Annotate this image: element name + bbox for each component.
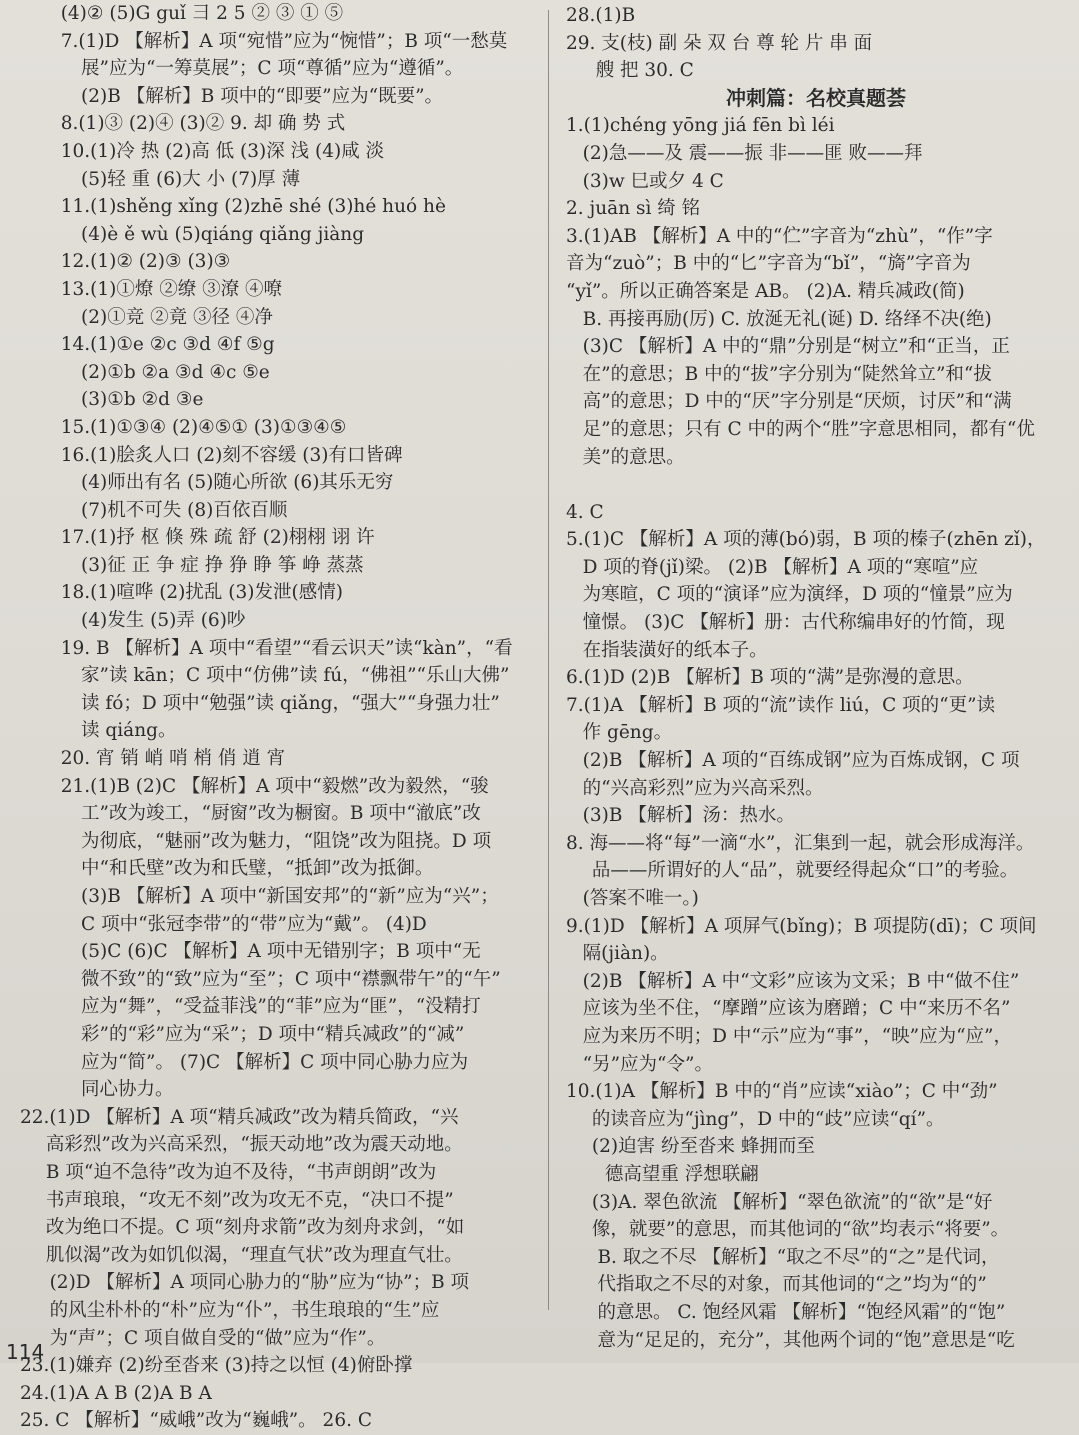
- answer-line: (4)师出有名 (5)随心所欲 (6)其乐无穷: [81, 472, 394, 494]
- answer-line: 14.(1)①e ②c ③d ④f ⑤g: [60, 334, 275, 356]
- answer-line: (2)急——及 震——振 非——匪 败——拜: [582, 142, 923, 164]
- answer-line: 高彩烈”改为兴高采烈，“振天动地”改为震天动地。: [45, 1134, 463, 1156]
- answer-line: 29. 支(枝) 副 朵 双 台 尊 轮 片 串 面: [566, 32, 873, 54]
- answer-line: 足”的意思；只有 C 中的两个“胜”字意思相同，都有“优: [582, 418, 1035, 440]
- answer-line: 1.(1)chéng yōng jiá fēn bì léi: [566, 115, 835, 137]
- answer-line: (3)B 【解析】汤：热水。: [582, 805, 795, 827]
- answer-line: 12.(1)② (2)③ (3)③: [60, 251, 231, 273]
- answer-line: (答案不唯一。): [582, 888, 699, 909]
- answer-line: 中“和氏壁”改为和氏璧，“抵卸”改为抵御。: [81, 858, 434, 880]
- answer-line: 家”读 kān；C 项中“仿佛”读 fú，“佛祖”“乐山大佛”: [81, 665, 510, 687]
- answer-line: 10.(1)冷 热 (2)高 低 (3)深 浅 (4)咸 淡: [60, 140, 385, 162]
- answer-line: 像，就要”的意思，而其他词的“欲”均表示“将要”。: [591, 1219, 1010, 1241]
- answer-line: 13.(1)①燎 ②缭 ③潦 ④嘹: [60, 278, 282, 300]
- answer-line: 肌似渴”改为如饥似渴，“理直气状”改为理直气壮。: [45, 1244, 463, 1266]
- answer-line: 4. C: [566, 501, 604, 523]
- answer-line: 代指取之不尽的对象，而其他词的“之”均为“的”: [597, 1274, 987, 1296]
- answer-line: “yǐ”。所以正确答案是 AB。 (2)A. 精兵减政(简): [566, 280, 965, 302]
- answer-line: (2)①b ②a ③d ④c ⑤e: [81, 361, 270, 383]
- answer-line: 11.(1)shěng xǐng (2)zhē shé (3)hé huó hè: [60, 196, 446, 218]
- answer-line: 18.(1)喧哗 (2)扰乱 (3)发泄(感情): [60, 582, 343, 604]
- answer-line: 应为“简”。 (7)C 【解析】C 项中同心胁力应为: [81, 1051, 469, 1073]
- answer-line: 的读音应为“jìng”，D 中的“歧”应读“qí”。: [591, 1108, 945, 1130]
- page-number: 114: [6, 1340, 45, 1364]
- answer-line: 的风尘朴朴的“朴”应为“仆”，书生琅琅的“生”应: [49, 1299, 440, 1321]
- answer-line: 同心协力。: [81, 1079, 174, 1101]
- answer-line: 23.(1)嫌弃 (2)纷至沓来 (3)持之以恒 (4)俯卧撑: [20, 1355, 413, 1377]
- answer-line: B. 再接再励(厉) C. 放涎无礼(诞) D. 络绎不决(绝): [582, 308, 992, 330]
- answer-line: 8. 海——将“每”一滴“水”，汇集到一起，就会形成海洋。: [566, 832, 1035, 854]
- answer-line: 22.(1)D 【解析】A 项“精兵减政”改为精兵简政，“兴: [20, 1106, 459, 1128]
- answer-line: 美”的意思。: [582, 446, 685, 468]
- answer-line: (3)征 正 争 症 挣 狰 睁 筝 峥 蒸蒸: [81, 554, 364, 576]
- answer-line: (5)C (6)C 【解析】A 项中无错别字；B 项中“无: [81, 941, 481, 963]
- answer-line: (2)①竞 ②竟 ③径 ④净: [81, 306, 273, 328]
- answer-line: 9.(1)D 【解析】A 项屏气(bǐng)；B 项提防(dī)；C 项间: [566, 915, 1037, 937]
- answer-line: 为寒暄，C 项的“演译”应为演绎，D 项的“憧景”应为: [582, 584, 1013, 606]
- answer-line: 17.(1)抒 枢 倏 殊 疏 舒 (2)栩栩 诩 许: [60, 527, 375, 549]
- answer-line: 10.(1)A 【解析】B 中的“肖”应读“xiào”；C 中“劲”: [566, 1081, 998, 1103]
- answer-line: 的“兴高彩烈”应为兴高采烈。: [582, 777, 824, 799]
- answer-line: 2. juān sì 绮 铭: [566, 198, 701, 220]
- answer-line: B. 取之不尽 【解析】“取之不尽”的“之”是代词，: [597, 1246, 1000, 1268]
- answer-line: 书声琅琅，“攻无不刻”改为攻无不克，“决口不提”: [45, 1189, 454, 1211]
- right-answer-column: [566, 2, 1066, 1354]
- answer-line: 德高望重 浮想联翩: [604, 1163, 759, 1185]
- answer-line: (3)①b ②d ③e: [81, 389, 204, 411]
- answer-line: 微不致”的“致”应为“至”；C 项中“襟飘带午”的“午”: [81, 968, 501, 990]
- column-divider: [548, 10, 549, 1310]
- answer-line: 25. C 【解析】“威峨”改为“巍峨”。 26. C: [20, 1410, 373, 1432]
- answer-line: (2)迫害 纷至沓来 蜂拥而至: [591, 1136, 815, 1158]
- answer-line: “另”应为“令”。: [582, 1053, 713, 1075]
- answer-line: 意为“足足的，充分”，其他两个词的“饱”意思是“吃: [597, 1329, 1015, 1351]
- answer-line: 应该为坐不住，“摩蹭”应该为磨蹭；C 中“来历不名”: [582, 998, 1011, 1020]
- answer-line: 应为来历不明；D 中“示”应为“事”，“映”应为“应”，: [582, 1025, 1013, 1047]
- answer-line: (3)C 【解析】A 中的“鼎”分别是“树立”和“正当，正: [582, 336, 1010, 358]
- answer-line: (3)w 巳或夕 4 C: [582, 170, 724, 192]
- answer-line: D 项的脊(jǐ)梁。 (2)B 【解析】A 项的“寒喧”应: [582, 556, 979, 578]
- answer-line: 品——所谓好的人“品”，就要经得起众“口”的考验。: [591, 860, 1019, 882]
- answer-line: 7.(1)A 【解析】B 项的“流”读作 liú，C 项的“更”读: [566, 694, 996, 716]
- answer-line: 28.(1)B: [566, 5, 636, 26]
- answer-line: 为“声”；C 项自做自受的“做”应为“作”。: [49, 1327, 386, 1349]
- answer-line: [566, 471, 1066, 499]
- answer-line: 21.(1)B (2)C 【解析】A 项中“毅燃”改为毅然，“骏: [60, 775, 489, 797]
- answer-line: (2)B 【解析】B 项中的“即要”应为“既要”。: [81, 85, 444, 107]
- answer-line: 艘 把 30. C: [595, 60, 694, 82]
- answer-line: B 项“迫不急待”改为迫不及待，“书声朗朗”改为: [45, 1161, 437, 1183]
- answer-line: (4)发生 (5)弄 (6)吵: [81, 610, 246, 632]
- answer-line: 16.(1)脍炙人口 (2)刻不容缓 (3)有口皆碑: [60, 444, 403, 466]
- answer-line: 音为“zuò”；B 中的“匕”字音为“bǐ”，“旖”字音为: [566, 253, 971, 275]
- answer-line: 作 gēng。: [582, 722, 673, 744]
- answer-line: 15.(1)①③④ (2)④⑤① (3)①③④⑤: [60, 416, 347, 438]
- answer-line: 在指装潢好的纸本子。: [582, 639, 768, 661]
- answer-line: 彩”的“彩”应为“采”；D 项中“精兵减政”的“减”: [81, 1023, 465, 1045]
- answer-line: (2)B 【解析】A 项的“百练成钢”应为百炼成钢，C 项: [582, 750, 1020, 772]
- answer-line: 为彻底，“魅丽”改为魅力，“阻饶”改为阻挠。D 项: [81, 830, 492, 852]
- answer-line: (5)轻 重 (6)大 小 (7)厚 薄: [81, 168, 301, 190]
- answer-line: 改为绝口不提。C 项“刻舟求箭”改为刻舟求剑，“如: [45, 1217, 465, 1239]
- answer-line: 6.(1)D (2)B 【解析】B 项的“满”是弥漫的意思。: [566, 667, 974, 689]
- answer-line: 3.(1)AB 【解析】A 中的“伫”字音为“zhù”，“作”字: [566, 225, 993, 247]
- answer-line: (4)② (5)G guǐ 彐 2 5 ② ③ ① ⑤: [60, 3, 344, 24]
- answer-line: (2)D 【解析】A 项同心胁力的“胁”应为“协”；B 项: [49, 1272, 470, 1294]
- answer-line: 5.(1)C 【解析】A 项的薄(bó)弱，B 项的榛子(zhēn zǐ)，: [566, 529, 1046, 551]
- answer-line: (7)机不可失 (8)百依百顺: [81, 499, 288, 521]
- answer-line: 在”的意思；B 中的“拔”字分别为“陡然耸立”和“拔: [582, 363, 992, 385]
- answer-line: (3)A. 翠色欲流 【解析】“翠色欲流”的“欲”是“好: [591, 1191, 993, 1213]
- answer-line: 的意思。 C. 饱经风霜 【解析】“饱经风霜”的“饱”: [597, 1301, 1006, 1323]
- answer-line: 工”改为竣工，“厨窗”改为橱窗。B 项中“澈底”改: [81, 803, 481, 825]
- answer-line: (3)B 【解析】A 项中“新国安邦”的“新”应为“兴”；: [81, 886, 499, 907]
- answer-line: 隔(jiàn)。: [582, 943, 669, 965]
- answer-line: 读 fó；D 项中“勉强”读 qiǎng，“强大”“身强力壮”: [81, 692, 500, 714]
- answer-line: 憧憬。 (3)C 【解析】册：古代称编串好的竹简，现: [582, 612, 1005, 634]
- answer-line: 读 qiáng。: [81, 720, 177, 742]
- answer-line: (4)è ě wù (5)qiáng qiǎng jiàng: [81, 223, 365, 245]
- answer-line: 高”的意思；D 中的“厌”字分别是“厌烦，讨厌”和“满: [582, 391, 1012, 413]
- answer-line: 19. B 【解析】A 项中“看望”“看云识天”读“kàn”，“看: [60, 637, 513, 659]
- section-title: 冲刺篇：名校真题荟: [726, 85, 906, 110]
- answer-line: 应为“舞”，“受益菲浅”的“菲”应为“匪”，“没精打: [81, 996, 481, 1018]
- answer-line: 展”应为“一筹莫展”；C 项“尊循”应为“遵循”。: [81, 58, 464, 80]
- answer-line: 7.(1)D 【解析】A 项“宛惜”应为“惋惜”；B 项“一愁莫: [60, 30, 508, 52]
- answer-line: 20. 宵 销 峭 哨 梢 俏 逍 宵: [60, 748, 286, 770]
- answer-line: (2)B 【解析】A 中“文彩”应该为文采；B 中“做不住”: [582, 970, 1020, 992]
- answer-line: C 项中“张冠李带”的“带”应为“戴”。 (4)D: [81, 913, 427, 935]
- answer-line: 8.(1)③ (2)④ (3)② 9. 却 确 势 式: [60, 113, 346, 135]
- answer-line: 24.(1)A A B (2)A B A: [20, 1382, 212, 1404]
- left-answer-column: [20, 0, 540, 1435]
